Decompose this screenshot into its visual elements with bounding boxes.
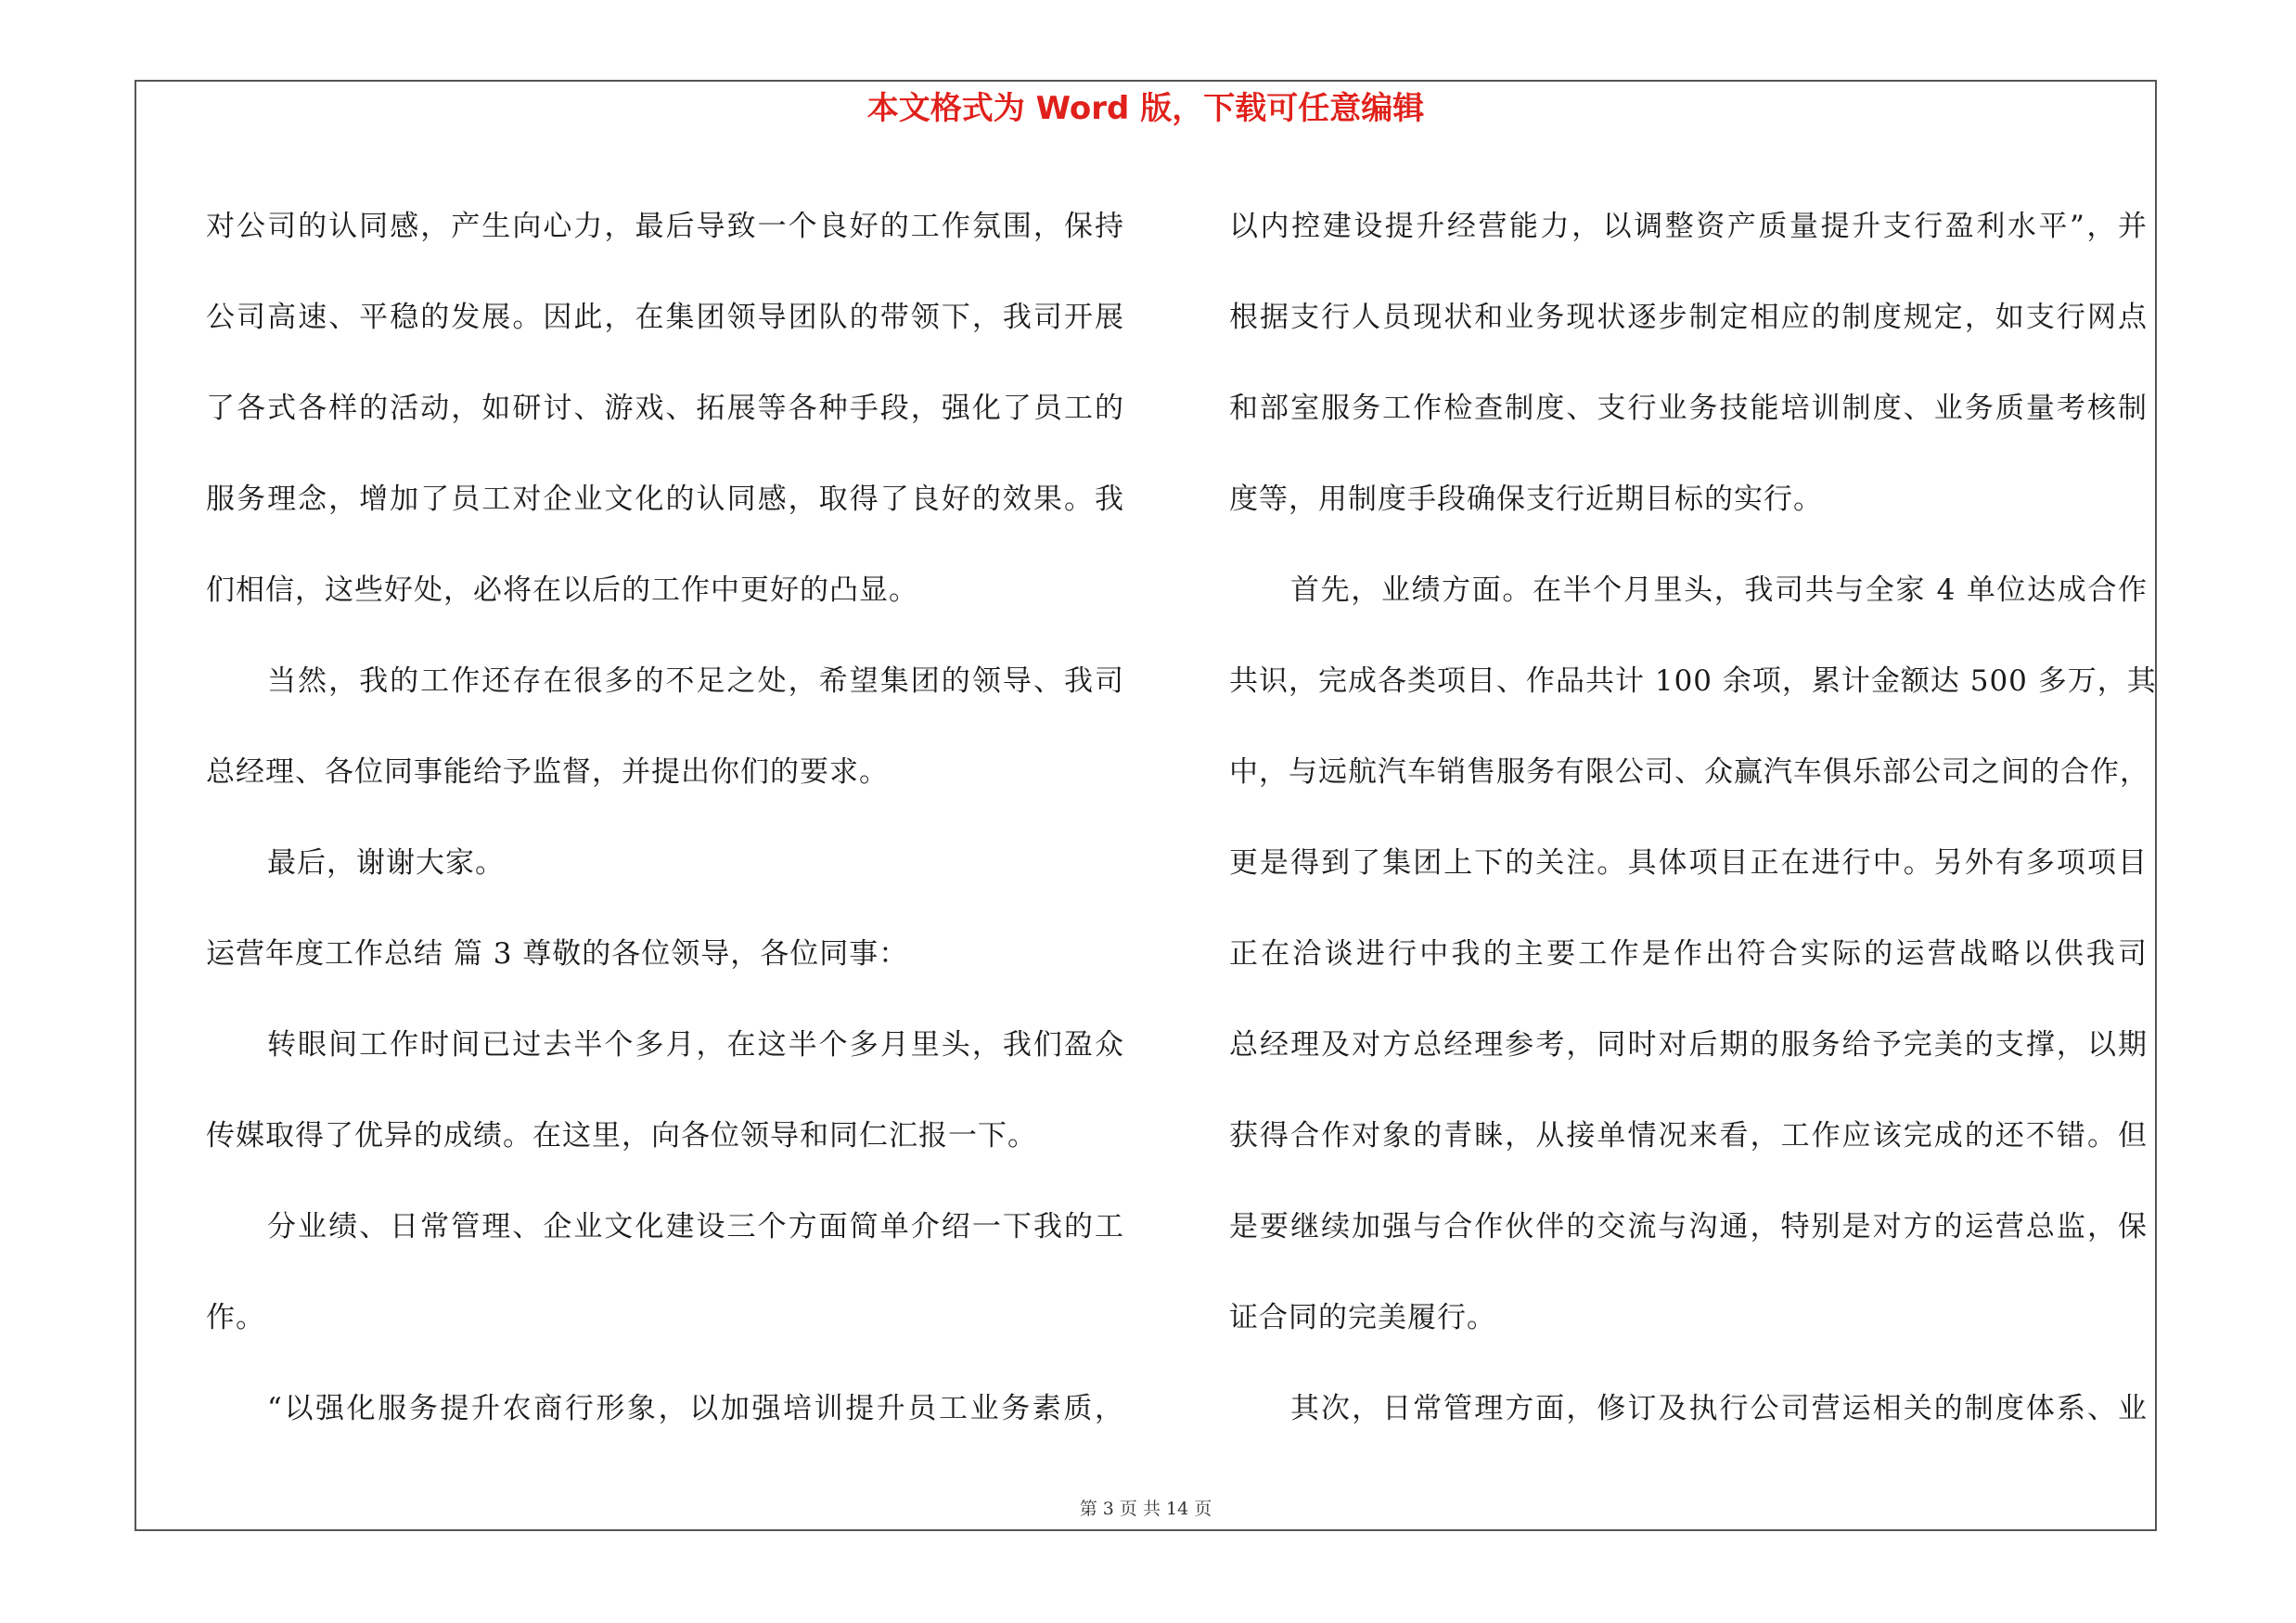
paragraph-start-line: 其次，日常管理方面，修订及执行公司营运相关的制度体系、业 xyxy=(1290,1392,2148,1425)
text-line: 根据支行人员现状和业务现状逐步制定相应的制度规定，如支行网点 xyxy=(1229,301,2148,334)
word-format-banner: 本文格式为 Word 版，下载可任意编辑 xyxy=(866,90,1425,127)
text-line: 以内控建设提升经营能力，以调整资产质量提升支行盈利水平”，并 xyxy=(1229,210,2148,243)
text-line: 服务理念，增加了员工对企业文化的认同感，取得了良好的效果。我 xyxy=(206,483,1124,516)
text-line: 总经理及对方总经理参考，同时对后期的服务给予完美的支撑，以期 xyxy=(1229,1028,2148,1062)
text-line: 总经理、各位同事能给予监督，并提出你们的要求。 xyxy=(206,755,889,789)
text-line: 了各式各样的活动，如研讨、游戏、拓展等各种手段，强化了员工的 xyxy=(206,392,1124,425)
text-line: 获得合作对象的青睐，从接单情况来看，工作应该完成的还不错。但 xyxy=(1229,1119,2148,1153)
section-heading-line: 运营年度工作总结 篇 3 尊敬的各位领导，各位同事： xyxy=(206,937,909,971)
text-line: 对公司的认同感，产生向心力，最后导致一个良好的工作氛围，保持 xyxy=(206,210,1124,243)
left-text-column xyxy=(206,181,1124,1454)
text-line: 和部室服务工作检查制度、支行业务技能培训制度、业务质量考核制 xyxy=(1229,392,2148,425)
text-line: 公司高速、平稳的发展。因此，在集团领导团队的带领下，我司开展 xyxy=(206,301,1124,334)
text-line: 更是得到了集团上下的关注。具体项目正在进行中。另外有多项项目 xyxy=(1229,846,2148,880)
text-line: 共识，完成各类项目、作品共计 100 余项，累计金额达 500 多万，其 xyxy=(1229,664,2157,698)
paragraph-start-line: 首先，业绩方面。在半个月里头，我司共与全家 4 单位达成合作 xyxy=(1290,573,2148,607)
paragraph-start-line: 最后，谢谢大家。 xyxy=(267,846,505,880)
text-line: 作。 xyxy=(206,1301,265,1334)
right-text-column xyxy=(1229,181,2157,1454)
text-line: 度等，用制度手段确保支行近期目标的实行。 xyxy=(1229,483,1823,516)
paragraph-start-line: 分业绩、日常管理、企业文化建设三个方面简单介绍一下我的工 xyxy=(267,1210,1124,1243)
text-line: 中，与远航汽车销售服务有限公司、众赢汽车俱乐部公司之间的合作， xyxy=(1229,755,2149,789)
paragraph-start-line: 转眼间工作时间已过去半个多月，在这半个多月里头，我们盈众 xyxy=(267,1028,1124,1062)
paragraph-start-line: 当然，我的工作还存在很多的不足之处，希望集团的领导、我司 xyxy=(267,664,1124,698)
text-line: 证合同的完美履行。 xyxy=(1229,1301,1496,1334)
text-line: 是要继续加强与合作伙伴的交流与沟通，特别是对方的运营总监，保 xyxy=(1229,1210,2148,1243)
page-number-footer: 第 3 页 共 14 页 xyxy=(1079,1499,1212,1519)
text-line: 们相信，这些好处，必将在以后的工作中更好的凸显。 xyxy=(206,573,918,607)
text-line: 传媒取得了优异的成绩。在这里，向各位领导和同仁汇报一下。 xyxy=(206,1119,1037,1153)
paragraph-start-line: “以强化服务提升农商行形象，以加强培训提升员工业务素质， xyxy=(267,1392,1124,1425)
text-line: 正在洽谈进行中我的主要工作是作出符合实际的运营战略以供我司 xyxy=(1229,937,2148,971)
